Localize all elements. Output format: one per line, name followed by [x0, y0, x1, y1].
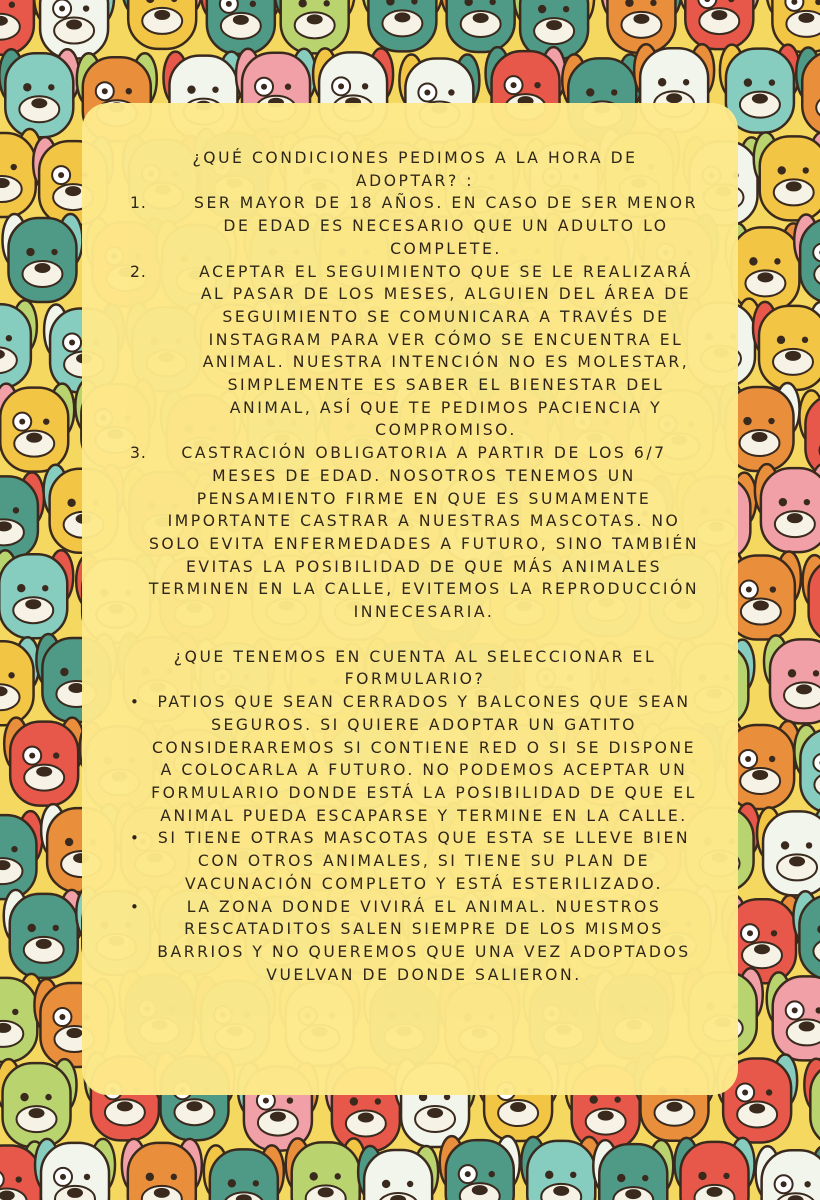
bullet-icon: • [130, 829, 140, 848]
dog-face-icon [2, 214, 82, 302]
dog-face-icon [756, 1146, 820, 1200]
dog-face-icon [122, 0, 202, 49]
dog-face-icon [440, 1136, 520, 1200]
dog-face-icon [0, 384, 74, 472]
dog-face-icon [796, 48, 820, 136]
dog-face-icon [804, 1059, 820, 1147]
dog-face-icon [767, 972, 820, 1060]
criteria-bullet-3 [130, 896, 700, 987]
bullet-icon: • [130, 693, 140, 712]
dog-face-icon [0, 811, 42, 899]
dog-face-icon [793, 891, 820, 979]
dog-face-icon [521, 1137, 601, 1200]
dog-face-icon [0, 637, 40, 725]
dog-face-icon [679, 0, 759, 49]
condition-item-1 [130, 192, 700, 260]
list-number: 1. [130, 194, 147, 213]
info-card [82, 103, 738, 1095]
criteria-bullet-2 [130, 827, 700, 895]
condition-text: ACEPTAR EL SEGUIMIENTO QUE SE LE REALIZARÁ AL PASAR DE LOS MESES, ALGUIEN DEL ÁREA DE SEGUIMIENTO SE COMUNICARA A TRAVÉS DE INSTAGRAM PARA VER CÓMO SE ENCUENTRA EL ANIMAL. NUESTRA INTENCIÓN NO ES MOLESTAR, SIMPLEMENTE ES SABER EL BIENESTAR DEL ANIMAL, ASÍ QUE TE PEDIMOS PACIENCIA Y COMPROMISO. [199, 262, 693, 440]
dog-face-icon [201, 0, 281, 54]
condition-item-3 [130, 442, 700, 624]
dog-face-icon [441, 0, 521, 52]
dog-face-icon [593, 1140, 673, 1200]
dog-face-icon [34, 0, 114, 59]
dog-face-icon [0, 550, 73, 638]
dog-face-icon [755, 464, 820, 552]
dog-face-icon [754, 132, 820, 220]
criteria-text: LA ZONA DONDE VIVIRÁ EL ANIMAL. NUESTROS RESCATADITOS SALEN SIEMPRE DE LOS MISMOS BARRIOS Y NO QUEREMOS QUE UNA VEZ ADOPTADOS VUELVAN DE DONDE SALIERON. [157, 897, 691, 984]
dog-face-icon [35, 1139, 115, 1200]
dog-face-icon [0, 0, 40, 55]
list-number: 2. [130, 262, 147, 281]
list-number: 3. [130, 444, 147, 463]
dog-face-icon [275, 0, 355, 53]
criteria-heading: ¿QUE TENEMOS EN CUENTA AL SELECCIONAR EL FORMULARIO? [173, 647, 657, 689]
criteria-text: PATIOS QUE SEAN CERRADOS Y BALCONES QUE SEAN SEGUROS. SI QUIERE ADOPTAR UN GATITO CONSIDERAREMOS SI CONTIENE RED O SI SE DISPONE A COLOCARLA A FUTURO. NO PODEMOS ACEPTAR UN FORMULARIO DONDE ESTÁ LA POSIBILIDAD DE QUE EL ANIMAL PUEDA ESCAPARSE Y TERMINE EN LA CALLE. [151, 693, 697, 825]
dog-face-icon [286, 1138, 366, 1200]
dog-face-icon [4, 890, 84, 978]
dog-face-icon [794, 725, 820, 813]
condition-text: SER MAYOR DE 18 AÑOS. EN CASO DE SER MENOR DE EDAD ES NECESARIO QUE UN ADULTO LO COMPLETE. [194, 194, 698, 258]
dog-face-icon [0, 472, 44, 560]
dog-face-icon [766, 0, 820, 52]
dog-face-icon [4, 718, 84, 806]
dog-face-icon [757, 807, 820, 895]
dog-face-icon [362, 0, 442, 51]
dog-face-icon [204, 1145, 284, 1200]
criteria-text: SI TIENE OTRAS MASCOTAS QUE ESTA SE LLEVE BIEN CON OTROS ANIMALES, SI TIENE SU PLAN DE VACUNACIÓN COMPLETO Y ESTÁ ESTERILIZADO. [157, 829, 691, 893]
dog-face-icon [122, 1139, 202, 1200]
dog-face-icon [753, 302, 820, 390]
dog-face-icon [0, 49, 79, 137]
condition-text: CASTRACIÓN OBLIGATORIA A PARTIR DE LOS 6/7 MESES DE EDAD. NOSOTROS TENEMOS UN PENSAMIENTO FIRME EN QUE ES SUMAMENTE IMPORTANTE CASTRAR A NUESTRAS MASCOTAS. NO SOLO EVITA ENFERMEDADES A FUTURO, SINO TAMBIÉN EVITAS LA POSIBILIDAD DE QUE MÁS ANIMALES TERMINEN EN LA CALLE, EVITEMOS LA REPRODUCCIÓN INNECESARIA. [148, 444, 700, 622]
bullet-icon: • [130, 897, 140, 916]
dog-face-icon [764, 635, 820, 723]
conditions-heading: ¿QUÉ CONDICIONES PEDIMOS A LA HORA DE ADOPTAR? : [192, 149, 638, 190]
criteria-bullet-1 [130, 691, 700, 827]
dog-face-icon [799, 390, 820, 478]
dog-face-icon [675, 1138, 755, 1200]
condition-item-2 [130, 261, 700, 443]
dog-face-icon [803, 555, 820, 643]
dog-face-icon [0, 1059, 77, 1147]
dog-face-icon [358, 1146, 438, 1200]
dog-face-icon [0, 300, 37, 388]
